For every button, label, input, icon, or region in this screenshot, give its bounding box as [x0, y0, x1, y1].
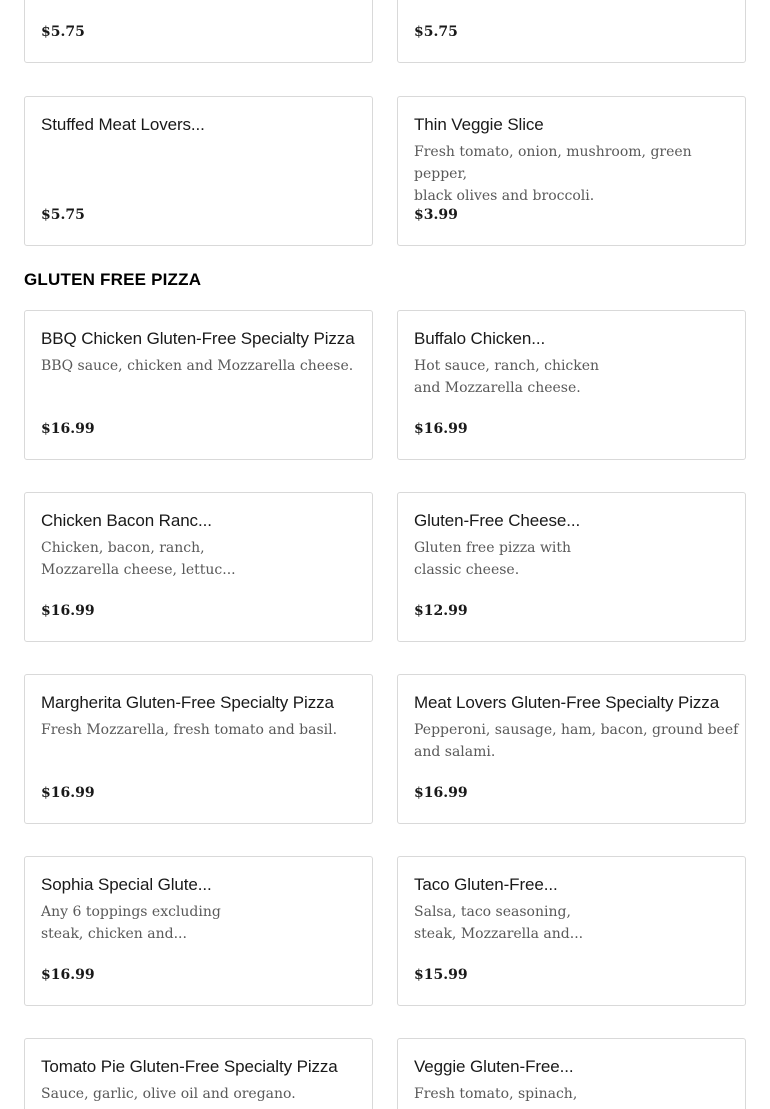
item-price: $16.99 [41, 967, 95, 983]
item-price: $15.99 [414, 967, 468, 983]
item-description: Salsa, taco seasoning, steak, Mozzarella and... [414, 904, 584, 942]
item-name: Chicken Bacon Ranc... [41, 511, 212, 530]
menu-item-card[interactable] [24, 0, 373, 63]
item-price: $5.75 [41, 24, 85, 40]
item-price: $16.99 [41, 421, 95, 437]
menu-item-card[interactable] [24, 310, 373, 460]
item-price: $3.99 [414, 207, 458, 223]
item-name: Tomato Pie Gluten-Free Specialty Pizza [41, 1057, 338, 1076]
item-description: Fresh Mozzarella, fresh tomato and basil. [41, 722, 338, 738]
section-heading-gluten-free: GLUTEN FREE PIZZA [24, 270, 202, 289]
item-description: Fresh tomato, onion, mushroom, green pepper, black olives and broccoli. [414, 144, 692, 204]
item-name: Margherita Gluten-Free Specialty Pizza [41, 693, 334, 712]
item-name: Buffalo Chicken... [414, 329, 546, 348]
item-description: Any 6 toppings excluding steak, chicken and... [41, 904, 221, 942]
item-name: Veggie Gluten-Free... [414, 1057, 574, 1076]
menu-item-card[interactable] [24, 96, 373, 246]
item-name: Gluten-Free Cheese... [414, 511, 581, 530]
item-description: Chicken, bacon, ranch, Mozzarella cheese, lettuc... [41, 540, 236, 578]
menu-item-card[interactable] [397, 492, 746, 642]
menu-item-card[interactable] [397, 856, 746, 1006]
item-price: $16.99 [414, 785, 468, 801]
item-price: $5.75 [414, 24, 458, 40]
item-price: $16.99 [414, 421, 468, 437]
item-description: Pepperoni, sausage, ham, bacon, ground beef and salami. [414, 722, 739, 760]
item-name: Thin Veggie Slice [414, 115, 544, 134]
item-price: $16.99 [41, 785, 95, 801]
item-price: $12.99 [414, 603, 468, 619]
item-description: Hot sauce, ranch, chicken and Mozzarella cheese. [414, 358, 600, 396]
item-description: Fresh tomato, spinach, [414, 1086, 578, 1102]
menu-item-card[interactable] [397, 674, 746, 824]
item-description: Gluten free pizza with classic cheese. [414, 540, 572, 578]
item-description: Sauce, garlic, olive oil and oregano. [41, 1086, 296, 1102]
menu-item-card[interactable] [397, 310, 746, 460]
menu-item-card[interactable] [397, 0, 746, 63]
item-description: BBQ sauce, chicken and Mozzarella cheese. [41, 358, 354, 374]
menu-item-card[interactable] [24, 492, 373, 642]
item-name: BBQ Chicken Gluten-Free Specialty Pizza [41, 329, 355, 348]
item-name: Taco Gluten-Free... [414, 875, 558, 894]
menu-item-card[interactable] [24, 856, 373, 1006]
item-name: Stuffed Meat Lovers... [41, 115, 205, 134]
item-price: $16.99 [41, 603, 95, 619]
menu-item-card[interactable] [397, 1038, 746, 1109]
item-name: Sophia Special Glute... [41, 875, 212, 894]
menu-item-card[interactable] [24, 1038, 373, 1109]
item-name: Meat Lovers Gluten-Free Specialty Pizza [414, 693, 720, 712]
item-price: $5.75 [41, 207, 85, 223]
menu-item-card[interactable] [397, 96, 746, 246]
menu-item-card[interactable] [24, 674, 373, 824]
